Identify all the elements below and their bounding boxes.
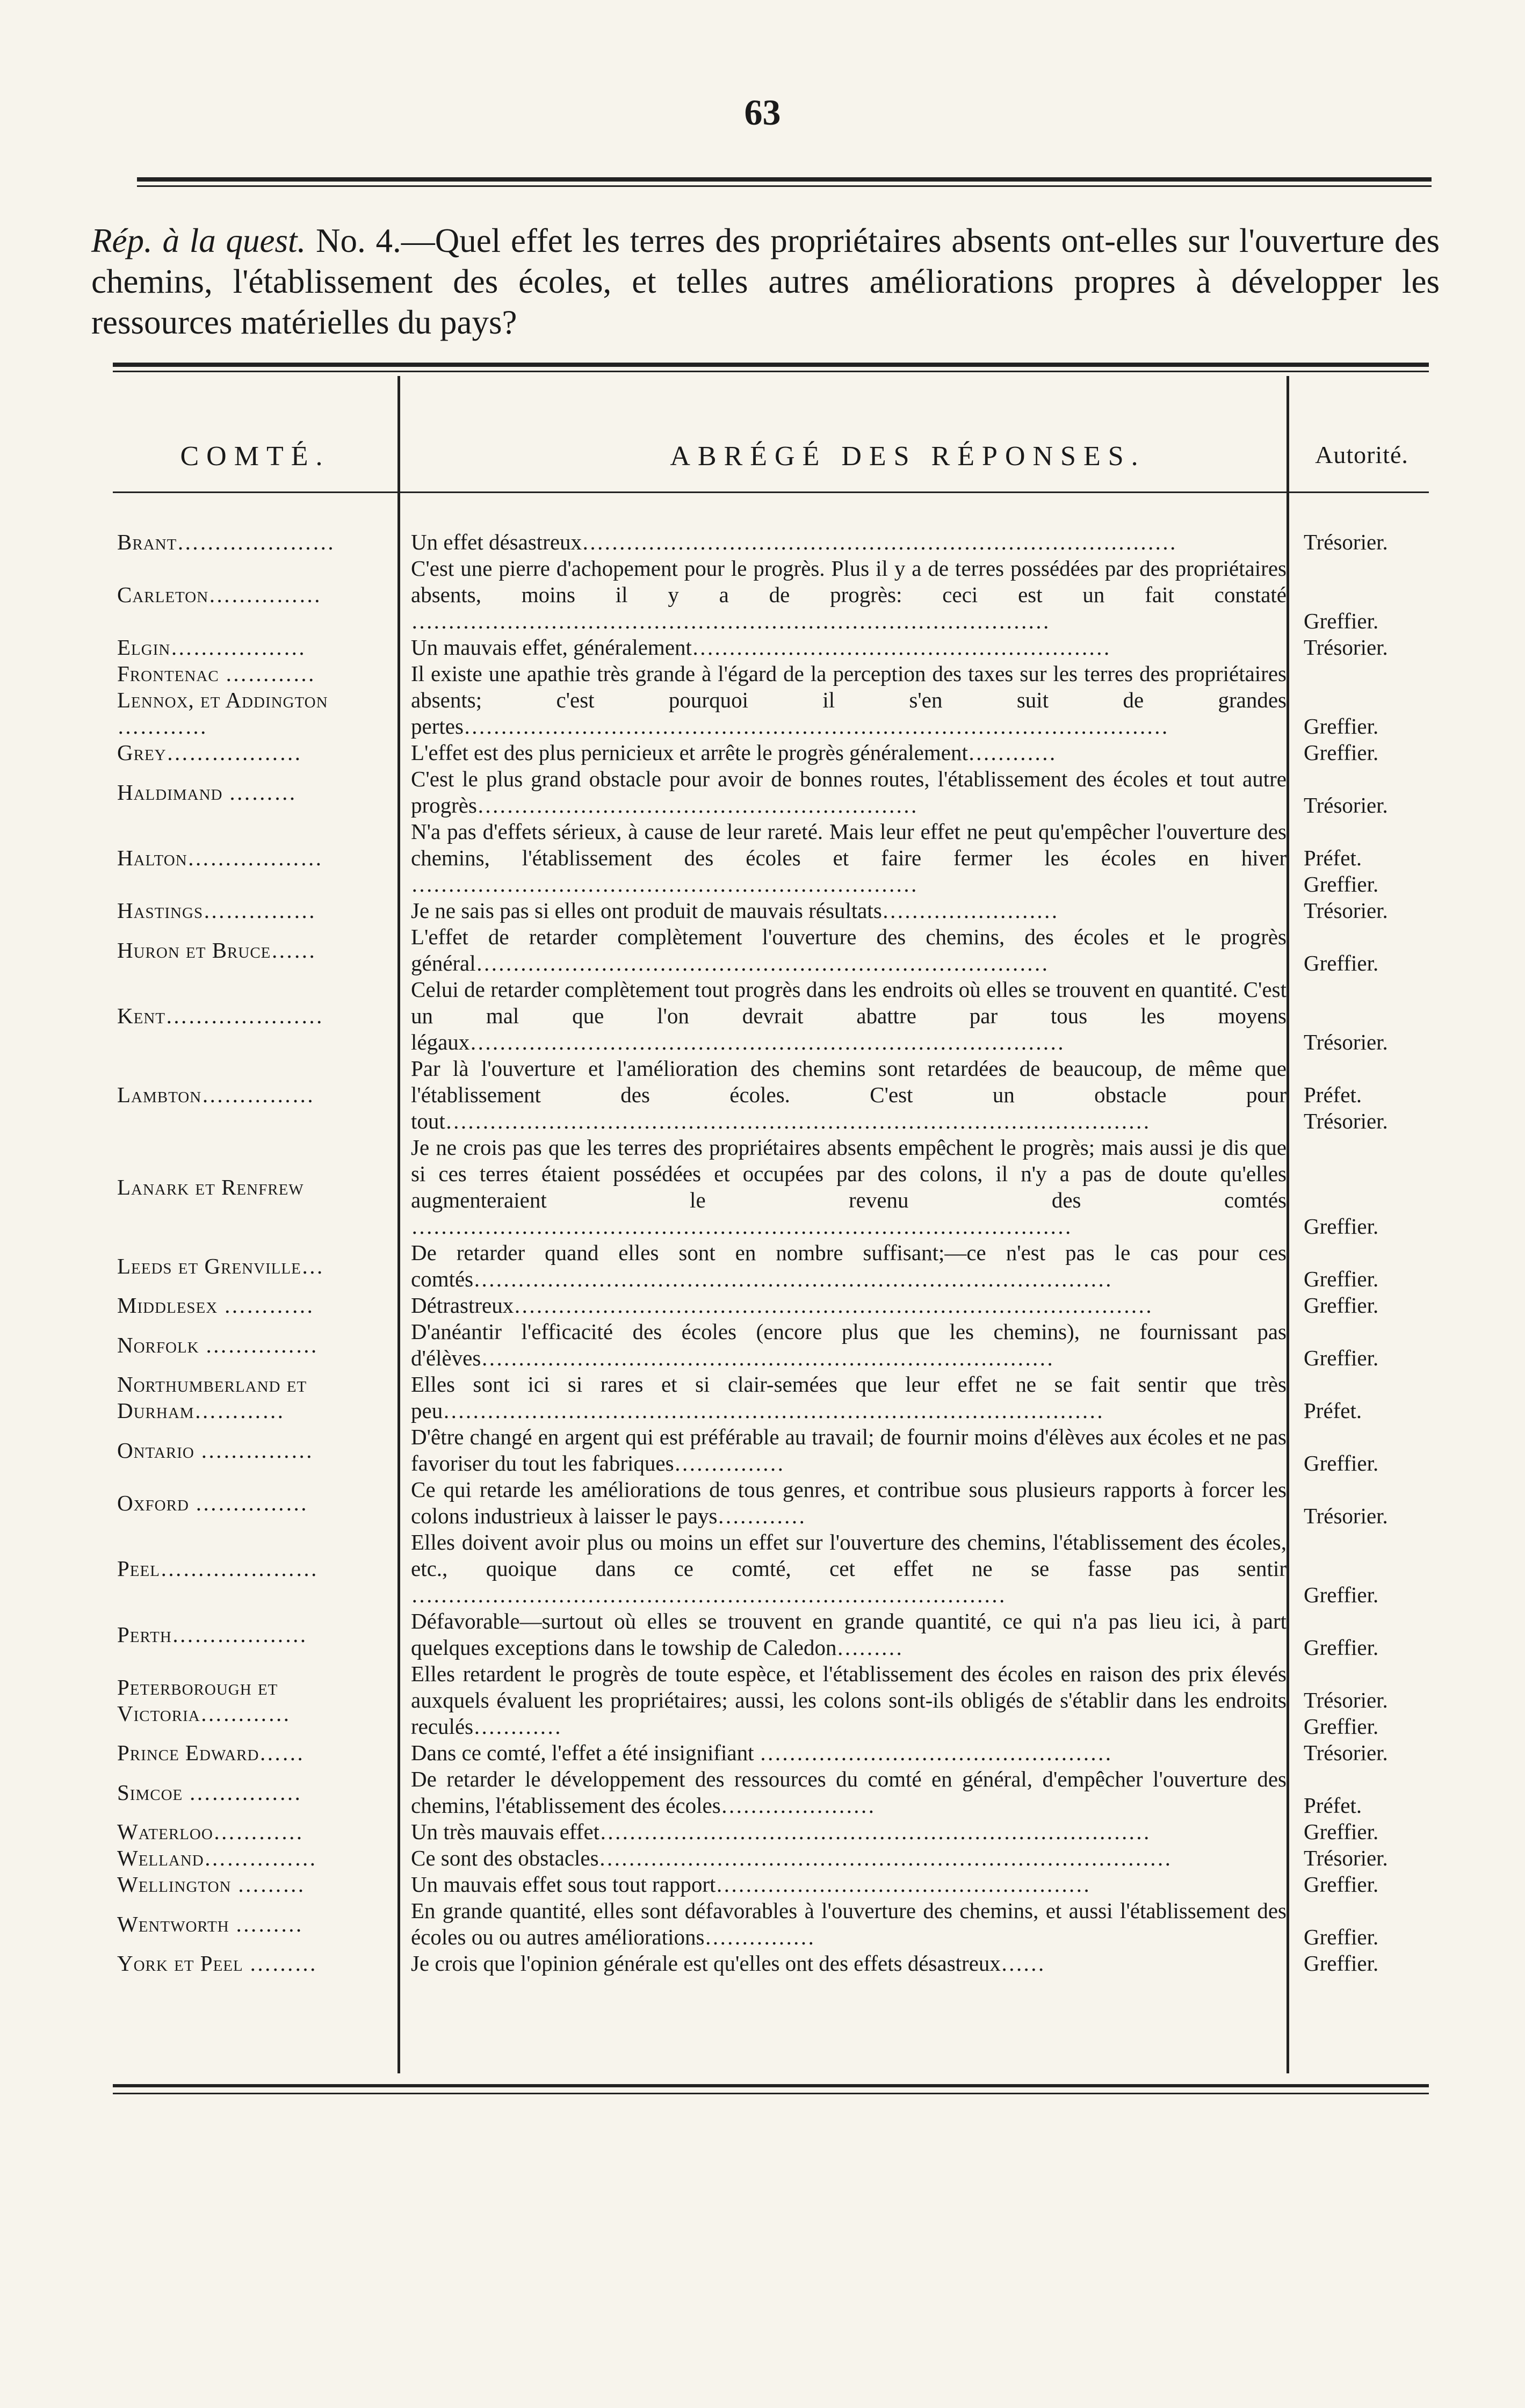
county-name: Peel………………… xyxy=(117,1556,318,1581)
county-name: Perth……………… xyxy=(117,1622,307,1647)
authority: Greffier. xyxy=(1304,1293,1379,1318)
authority: Trésorier. xyxy=(1304,1846,1388,1870)
table-row xyxy=(113,1319,1429,1371)
county-name: Welland…………… xyxy=(117,1846,317,1870)
authority: Trésorier. Greffier. xyxy=(1304,1688,1388,1739)
answer-summary: Par là l'ouverture et l'amélioration des chemins sont retardées de beaucoup, de même que l'établissement des écoles. C'est un obstacle pour tout…………………………………………………………………………………… xyxy=(411,1056,1287,1133)
answer-summary: Détrastreux…………………………………………………………………………… xyxy=(411,1293,1153,1318)
authority: Trésorier. xyxy=(1304,1740,1388,1765)
county-name: Kent………………… xyxy=(117,1003,323,1028)
authority: Trésorier. xyxy=(1304,898,1388,923)
county-name: Middlesex ………… xyxy=(117,1293,314,1318)
question-ref: Rép. à la quest. xyxy=(91,222,306,259)
county-name: Prince Edward…… xyxy=(117,1740,305,1765)
authority: Greffier. xyxy=(1304,951,1379,975)
authority: Greffier. xyxy=(1304,740,1379,765)
table-row xyxy=(113,555,1429,634)
authority: Trésorier. xyxy=(1304,635,1388,660)
table-row xyxy=(113,1424,1429,1477)
county-name: Haldimand ……… xyxy=(117,779,297,805)
authority: Préfet. Greffier. xyxy=(1304,845,1379,896)
responses-table xyxy=(113,355,1429,2095)
answer-summary: Un mauvais effet sous tout rapport…………………………………………… xyxy=(411,1872,1090,1897)
county-name: Waterloo………… xyxy=(117,1819,303,1844)
table-row xyxy=(113,1477,1429,1529)
authority: Greffier. xyxy=(1304,1635,1379,1660)
answer-summary: Celui de retarder complètement tout progrès dans les endroits où elles se trouvent en quantité. C'est un mal que l'on devrait abattre par tous les moyens légaux……………………………………………………………………… xyxy=(411,977,1287,1054)
table-row xyxy=(113,1950,1429,1977)
table-row xyxy=(113,819,1429,898)
county-name: Frontenac ………… Lennox, et Addington ………… xyxy=(117,661,328,739)
table-row xyxy=(113,1871,1429,1898)
answer-summary: De retarder quand elles sont en nombre suffisant;—ce n'est pas le cas pour ces comtés…………………………………………………………………………… xyxy=(411,1240,1287,1291)
table-row xyxy=(113,1845,1429,1871)
table-row xyxy=(113,1055,1429,1134)
page-number: 63 xyxy=(744,92,781,133)
county-name: Norfolk …………… xyxy=(117,1332,318,1357)
authority: Trésorier. xyxy=(1304,1503,1388,1528)
authority: Trésorier. xyxy=(1304,1030,1388,1054)
county-name: Lambton…………… xyxy=(117,1082,315,1107)
answer-summary: Elles doivent avoir plus ou moins un effet sur l'ouverture des chemins, l'établissement des écoles, etc., quoique dans ce comté, cet effet ne se fasse pas sentir ……………………………………………………………………… xyxy=(411,1530,1287,1607)
answer-summary: Je ne sais pas si elles ont produit de mauvais résultats…………………… xyxy=(411,898,1058,923)
answer-summary: Défavorable—surtout où elles se trouvent en grande quantité, ce qui n'a pas lieu ici, à part quelques exceptions dans le towship de Caledon……… xyxy=(411,1609,1287,1660)
answer-summary: Je ne crois pas que les terres des propriétaires absents empêchent le progrès; mais aussi je dis que si ces terres étaient possédées et occupées par des colons, il n'y a pas de doute qu'elles augmenteraient le revenu des comtés ……………………………………………………………………………… xyxy=(411,1135,1287,1239)
county-name: York et Peel ……… xyxy=(117,1951,317,1976)
county-name: Leeds et Grenville… xyxy=(117,1253,324,1278)
authority: Greffier. xyxy=(1304,1214,1379,1239)
table-row xyxy=(113,661,1429,740)
authority: Trésorier. xyxy=(1304,793,1388,818)
answer-summary: L'effet de retarder complètement l'ouverture des chemins, des écoles et le progrès général…………………………………………………………………… xyxy=(411,924,1287,975)
bottom-rule xyxy=(113,2084,1429,2087)
county-name: Carleton…………… xyxy=(117,582,322,607)
county-name: Oxford …………… xyxy=(117,1490,308,1515)
bottom-rule-thin xyxy=(113,2093,1429,2094)
table-row xyxy=(113,1608,1429,1661)
answer-summary: Un effet désastreux……………………………………………………………………… xyxy=(411,530,1177,554)
table-row xyxy=(113,1371,1429,1424)
county-name: Hastings…………… xyxy=(117,898,316,923)
county-name: Halton……………… xyxy=(117,845,323,870)
authority: Préfet. xyxy=(1304,1793,1362,1818)
header-summary: ABRÉGÉ DES RÉPONSES. xyxy=(670,441,1146,472)
county-name: Lanark et Renfrew xyxy=(117,1174,304,1199)
table-body xyxy=(113,529,1429,1977)
question-block xyxy=(91,220,1440,343)
county-name: Huron et Bruce…… xyxy=(117,937,316,963)
top-rule xyxy=(137,177,1432,182)
table-row xyxy=(113,766,1429,819)
county-name: Wentworth ……… xyxy=(117,1911,303,1936)
authority: Greffier. xyxy=(1304,1872,1379,1897)
authority: Greffier. xyxy=(1304,714,1379,739)
county-name: Elgin……………… xyxy=(117,635,306,660)
answer-summary: Ce sont des obstacles…………………………………………………………………… xyxy=(411,1846,1172,1870)
answer-summary: D'anéantir l'efficacité des écoles (encore plus que les chemins), ne fournissant pas d'élèves…………………………………………………………………… xyxy=(411,1319,1287,1370)
table-row xyxy=(113,898,1429,924)
county-name: Ontario …………… xyxy=(117,1437,314,1463)
table-row xyxy=(113,529,1429,555)
answer-summary: L'effet est des plus pernicieux et arrête le progrès généralement………… xyxy=(411,740,1056,765)
authority: Greffier. xyxy=(1304,1819,1379,1844)
answer-summary: Elles sont ici si rares et si clair-semées que leur effet ne se fait sentir que très peu……………………………………………………………………………… xyxy=(411,1372,1287,1423)
table-row xyxy=(113,1134,1429,1240)
answer-summary: En grande quantité, elles sont défavorables à l'ouverture des chemins, et aussi l'établissement des écoles ou ou autres améliorations…………… xyxy=(411,1898,1287,1949)
authority: Greffier. xyxy=(1304,609,1379,633)
table-top-rule-thin xyxy=(113,371,1429,372)
table-row xyxy=(113,977,1429,1055)
authority: Greffier. xyxy=(1304,1582,1379,1607)
table-row xyxy=(113,924,1429,977)
answer-summary: Un mauvais effet, généralement………………………………………………… xyxy=(411,635,1110,660)
answer-summary: Ce qui retarde les améliorations de tous genres, et contribue sous plusieurs rapports à forcer les colons industrieux à laisser le pays………… xyxy=(411,1477,1287,1528)
table-row xyxy=(113,1661,1429,1740)
table-row xyxy=(113,1740,1429,1766)
county-name: Peterborough et Victoria………… xyxy=(117,1674,291,1726)
table-row xyxy=(113,634,1429,661)
authority: Greffier. xyxy=(1304,1951,1379,1976)
table-row xyxy=(113,1529,1429,1608)
county-name: Northumberland et Durham………… xyxy=(117,1372,307,1423)
table-row xyxy=(113,1766,1429,1819)
question-text: No. 4.—Quel effet les terres des propriétaires absents ont-elles sur l'ouverture des chemins, l'établissement des écoles, et telles autres améliorations propres à développer les ressources matérielles du pays? xyxy=(91,222,1440,341)
answer-summary: N'a pas d'effets sérieux, à cause de leur rareté. Mais leur effet ne peut qu'empêcher l'ouverture des chemins, l'établissement des écoles et faire fermer les écoles en hiver …………………………………………………………… xyxy=(411,819,1287,896)
table-header xyxy=(113,376,1429,493)
answer-summary: Un très mauvais effet………………………………………………………………… xyxy=(411,1819,1151,1844)
table-row xyxy=(113,1240,1429,1292)
county-name: Brant………………… xyxy=(117,530,335,554)
authority: Greffier. xyxy=(1304,1346,1379,1370)
authority: Greffier. xyxy=(1304,1267,1379,1291)
header-county: COMTÉ. xyxy=(180,441,330,472)
authority: Trésorier. xyxy=(1304,530,1388,554)
answer-summary: C'est le plus grand obstacle pour avoir de bonnes routes, l'établissement des écoles et tout autre progrès…………………………………………………… xyxy=(411,766,1287,818)
table-row xyxy=(113,740,1429,766)
table-row xyxy=(113,1898,1429,1950)
answer-summary: Il existe une apathie très grande à l'égard de la perception des taxes sur les terres des propriétaires absents; c'est pourquoi il s'en suit de grandes pertes…………………………………………………………………………………… xyxy=(411,661,1287,739)
county-name: Grey……………… xyxy=(117,740,302,765)
answer-summary: De retarder le développement des ressources du comté en général, d'empêcher l'ouverture des chemins, l'établissement des écoles………………… xyxy=(411,1767,1287,1818)
answer-summary: C'est une pierre d'achopement pour le progrès. Plus il y a de terres possédées par des propriétaires absents, moins il y a de progrès: ceci est un fait constaté …………………………………………………………………………… xyxy=(411,556,1287,633)
answer-summary: D'être changé en argent qui est préférable au travail; de fournir moins d'élèves aux écoles et ne pas favoriser du tout les fabriques…………… xyxy=(411,1424,1287,1476)
table-row xyxy=(113,1819,1429,1845)
table-top-rule xyxy=(113,363,1429,367)
answer-summary: Je crois que l'opinion générale est qu'elles ont des effets désastreux…… xyxy=(411,1951,1045,1976)
table-row xyxy=(113,1292,1429,1319)
header-authority: Autorité. xyxy=(1315,441,1408,468)
answer-summary: Dans ce comté, l'effet a été insignifiant ………………………………………… xyxy=(411,1740,1112,1765)
county-name: Simcoe …………… xyxy=(117,1780,302,1805)
county-name: Wellington ……… xyxy=(117,1872,305,1897)
authority: Préfet. Trésorier. xyxy=(1304,1082,1388,1133)
authority: Greffier. xyxy=(1304,1451,1379,1476)
top-rule-thin xyxy=(137,185,1432,187)
authority: Greffier. xyxy=(1304,1925,1379,1949)
answer-summary: Elles retardent le progrès de toute espèce, et l'établissement des écoles en raison des prix élevés auxquels évaluent les propriétaires; aussi, les colons sont-ils obligés de s'établir dans les endroits reculés………… xyxy=(411,1661,1287,1739)
authority: Préfet. xyxy=(1304,1398,1362,1423)
